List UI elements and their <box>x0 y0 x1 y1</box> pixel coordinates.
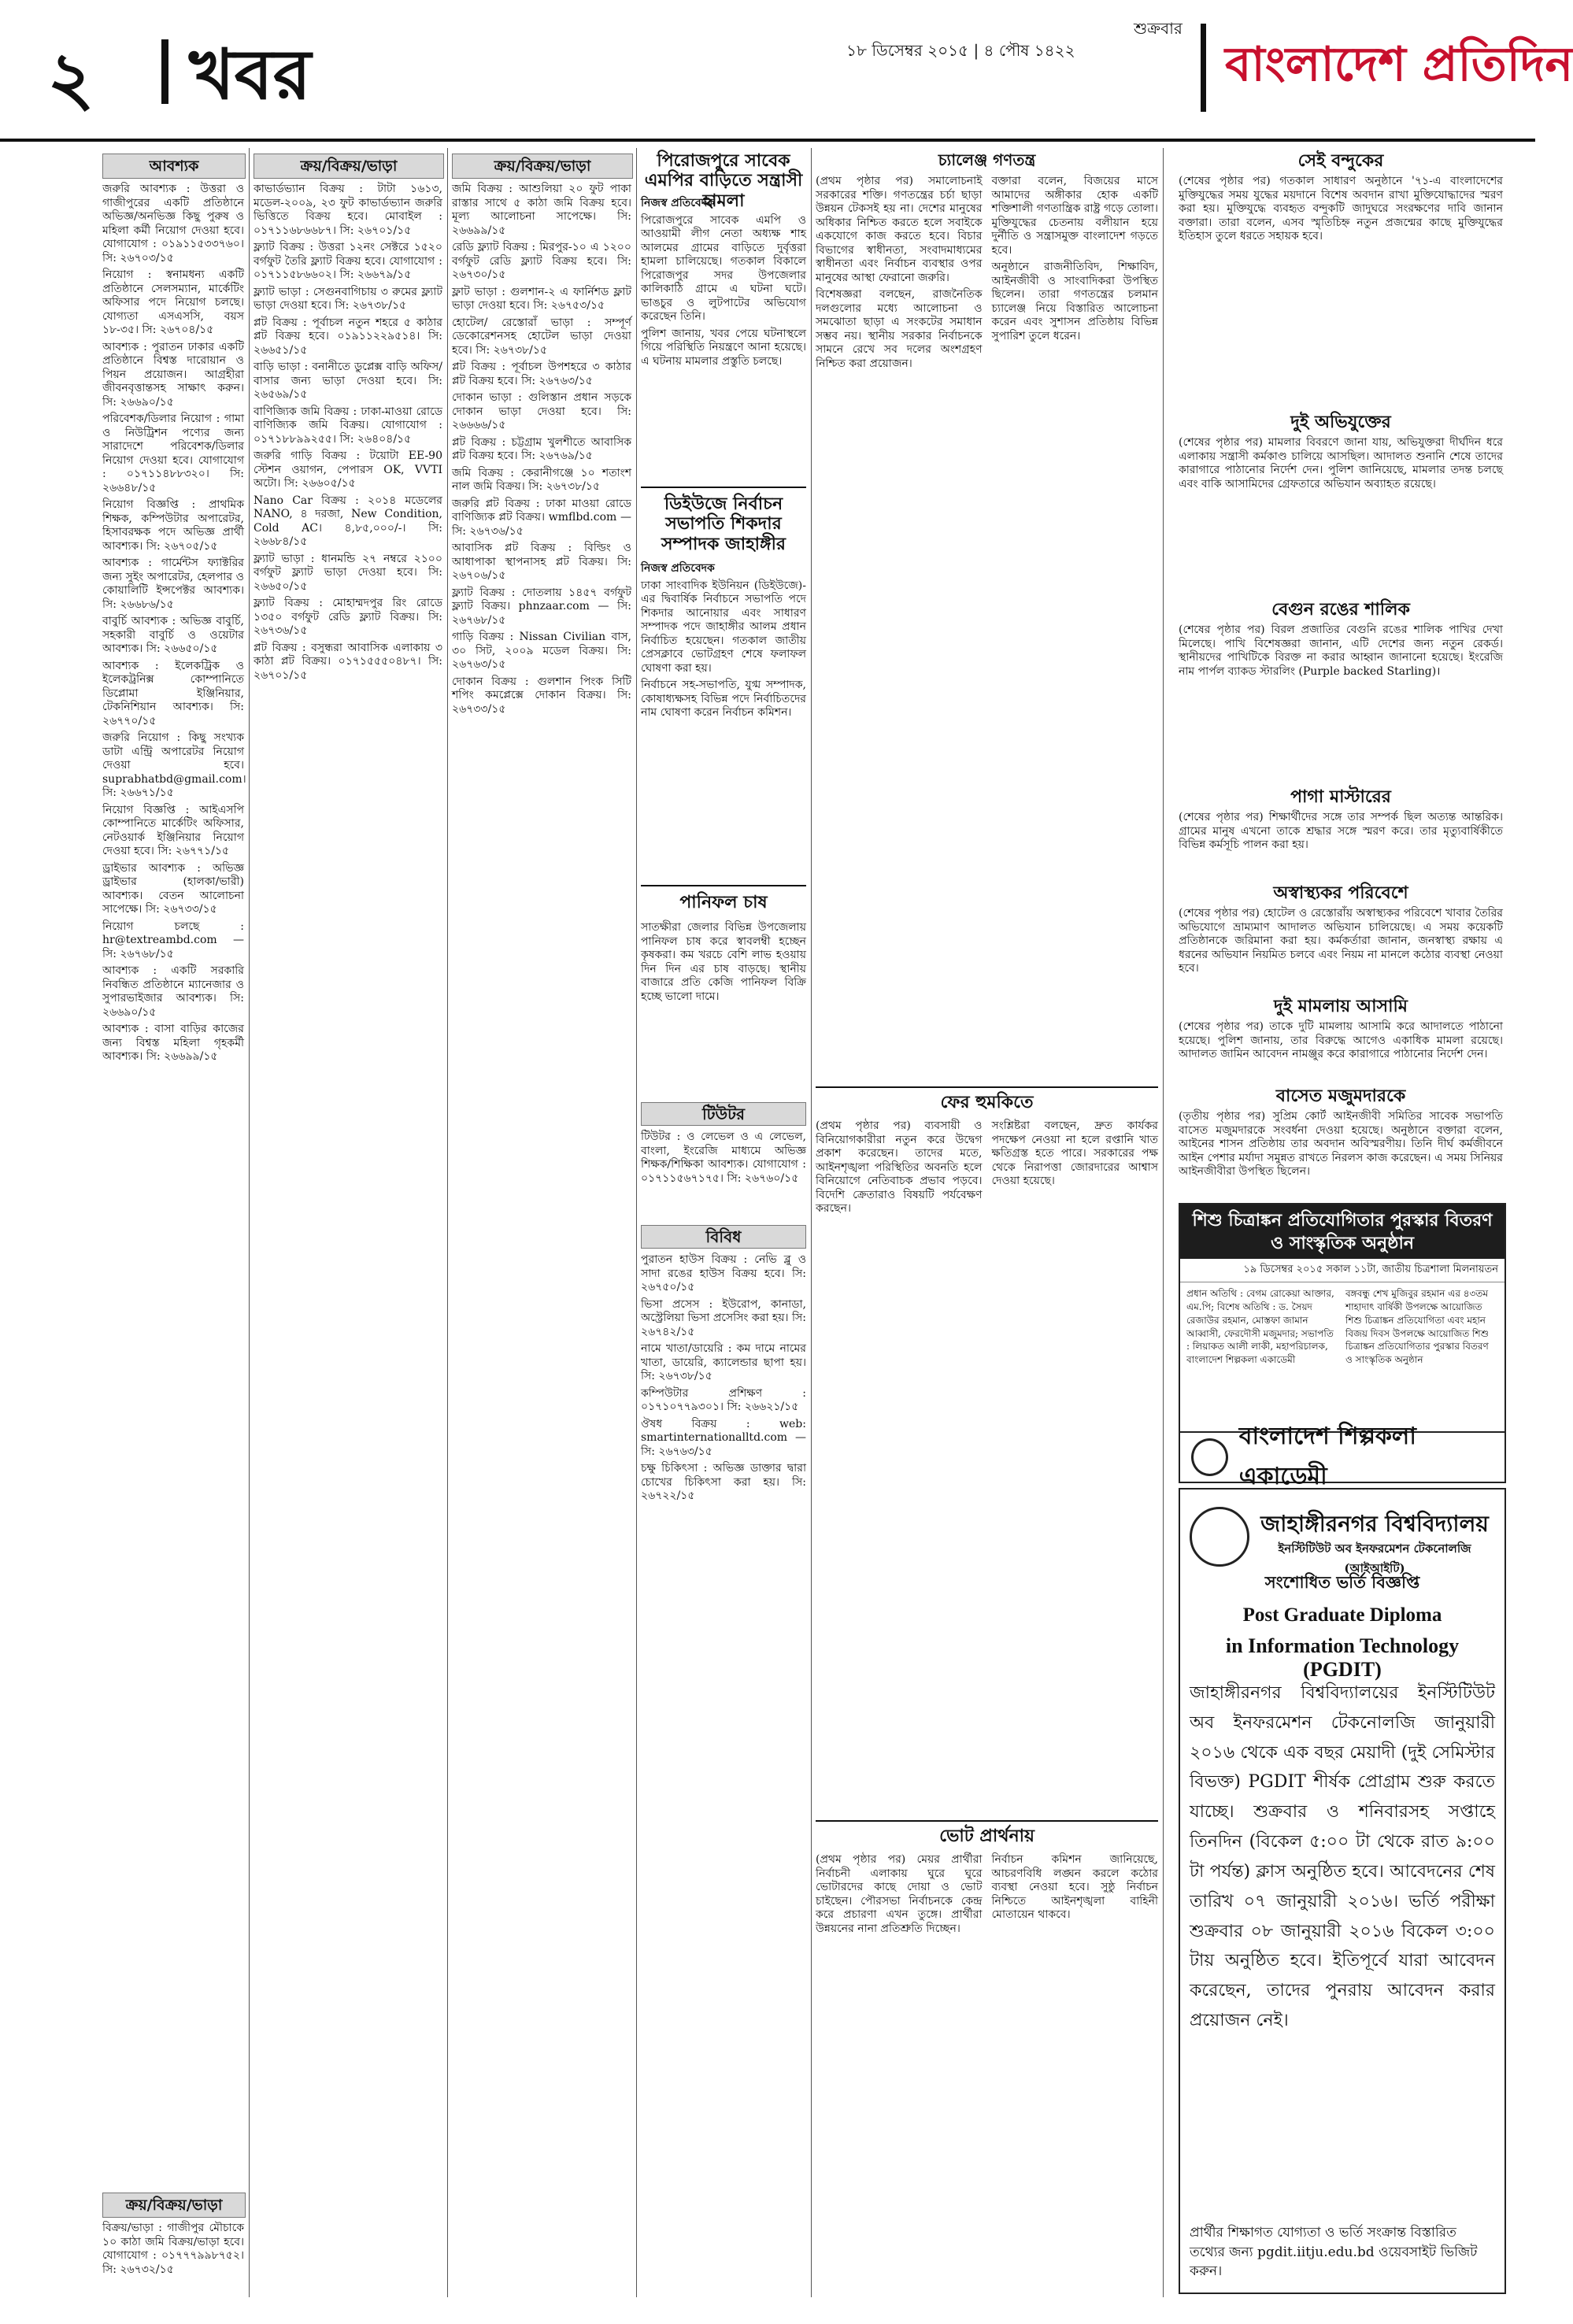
masthead-divider <box>161 39 168 104</box>
newspaper-logo: বাংলাদেশ প্রতিদিন <box>1225 37 1573 92</box>
article-headline: অস্বাস্থ্যকর পরিবেশে <box>1273 883 1408 903</box>
classified-ad: আবশ্যক : গার্মেন্টস ফ্যাক্টরির জন্য সুইং অপারেটর, হেলপার ও কোয়ালিটি ইন্সপেক্টর আবশ্যক। সি: ২৬৬৮৬/১৫ <box>102 557 244 611</box>
article-paragraph: ঢাকা সাংবাদিক ইউনিয়ন (ডিইউজে)-এর দ্বিবার্ষিক নির্বাচনে সভাপতি পদে শিকদার আনোয়ার এবং সাধারণ সম্পাদক পদে জাহাঙ্গীর আলম প্রধান নির্বাচিত হয়েছেন। গতকাল জাতীয় প্রেসক্লাবে ভোটগ্রহণ শেষে ফলাফল ঘোষণা করা হয়। <box>641 579 806 675</box>
classified-ad: দোকান ভাড়া : গুলিস্তান প্রধান সড়কে দোকান ভাড়া দেওয়া হবে। সি: ২৬৬৬৬/১৫ <box>452 391 631 431</box>
classified-column-2 <box>254 183 442 2293</box>
classified-ad: ফ্লাট ভাড়া : গুলশান-২ এ ফার্নিশড ফ্লাট ভাড়া দেওয়া হবে। সি: ২৬৭৫৩/১৫ <box>452 285 631 312</box>
classified-ad: পুরাতন হাউস বিক্রয় : নেভি ব্লু ও সাদা রঙের হাউস বিক্রয় হবে। সি: ২৬৭৫০/১৫ <box>641 1253 806 1293</box>
article-body <box>1179 907 1503 994</box>
classified-header: ক্রয়/বিক্রয়/ভাড়া <box>102 2193 246 2218</box>
article-headline: দুই অভিযুক্তের <box>1290 412 1391 432</box>
dateline-day: শুক্রবার <box>1134 19 1183 38</box>
classified-ad: বিক্রয়/ভাড়া : গাজীপুর মৌচাকে ১০ কাঠা জমি বিক্রয়/ভাড়া হবে। যোগাযোগ : ০১৭৭৭৯৯৮৭৫২। সি: ২৬৭৩২/১৫ <box>102 2222 244 2276</box>
ad-organizer: বাংলাদেশ শিল্পকলা একাডেমী <box>1238 1423 1416 1490</box>
classified-ad: ফ্ল্যাট ভাড়া : সেগুনবাগিচায় ৩ রুমের ফ্ল্যাট ভাড়া দেওয়া হবে। সি: ২৬৭৩৮/১৫ <box>254 285 442 312</box>
article-paragraph: (শেষের পৃষ্ঠার পর) বিরল প্রজাতির বেগুনি রঙের শালিক পাখির দেখা মিলেছে। পাখি বিশেষজ্ঞরা জানান, এটি দেশের জন্য নতুন রেকর্ড। স্থানীয়দের পাখিটিকে বিরক্ত না করার আহ্বান জানানো হয়েছে। ইংরেজি নাম পার্পল ব্যাকড স্টারলিং (Purple backed Starling)। <box>1179 624 1503 678</box>
article-paragraph: পুলিশ জানায়, খবর পেয়ে ঘটনাস্থলে গিয়ে পরিস্থিতি নিয়ন্ত্রণে আনা হয়েছে। এ ঘটনায় মামলার প্রস্তুতি চলছে। <box>641 327 806 368</box>
article-headline: পানিফল চাষ <box>679 892 768 912</box>
classified-column-1-bottom <box>102 2222 244 2293</box>
dateline-date: ১৮ ডিসেম্বর ২০১৫ | ৪ পৌষ ১৪২২ <box>846 41 1075 60</box>
classified-ad: নিয়োগ বিজ্ঞপ্তি : প্রাথমিক শিক্ষক, কম্পিউটার অপারেটর, হিসাবরক্ষক পদে অভিজ্ঞ প্রার্থী আবশ্যক। সি: ২৬৭০৫/১৫ <box>102 498 244 553</box>
article-divider <box>641 487 806 488</box>
article-headline: সেই বন্দুকের <box>1297 150 1384 171</box>
article-paragraph: (প্রথম পৃষ্ঠার পর) সমালোচনাই সরকারের শক্তি। গণতন্ত্রের চর্চা ছাড়া উন্নয়ন টেকসই হয় না। দেশের মানুষের অধিকার নিশ্চিত করতে হলে সবাইকে একযোগে কাজ করতে হবে। বিচার বিভাগের স্বাধীনতা, সংবাদমাধ্যমের স্বাধীনতা এবং নির্বাচন ব্যবস্থার ওপর মানুষের আস্থা ফেরানো জরুরি। <box>816 175 983 284</box>
classified-ad: প্লট বিক্রয় : বসুন্ধরা আবাসিক এলাকায় ৩ কাঠা প্লট বিক্রয়। ০১৭১৫৫৫০৪৮৭। সি: ২৬৭০১/১৫ <box>254 641 442 682</box>
column-divider <box>447 148 448 2297</box>
classified-ad: বাড়ি ভাড়া : বনানীতে ডুপ্লেক্স বাড়ি অফিস/বাসার জন্য ভাড়া দেওয়া হবে। সি: ২৬৫৬৯/১৫ <box>254 361 442 401</box>
article-paragraph: অনুষ্ঠানে রাজনীতিবিদ, শিক্ষাবিদ, আইনজীবী ও সাংবাদিকরা উপস্থিত ছিলেন। তারা গণতন্ত্রের চলমান চ্যালেঞ্জ নিয়ে বিস্তারিত আলোচনা করেন এবং সুশাসন প্রতিষ্ঠায় বিভিন্ন সুপারিশ তুলে ধরেন। <box>991 261 1158 342</box>
classified-ad: আবশ্যক : পুরাতন ঢাকার একটি প্রতিষ্ঠানে বিশ্বস্ত দারোয়ান ও পিয়ন প্রয়োজন। আগ্রহীরা জীবনবৃত্তান্তসহ সাক্ষাৎ করুন। সি: ২৬৬৯০/১৫ <box>102 340 244 409</box>
dateline <box>846 19 1183 65</box>
classified-ad: কাভার্ডভ্যান বিক্রয় : টাটা ১৬১৩, মডেল-২০০৯, ২৩ ফুট কাভার্ডভ্যান জরুরি ভিত্তিতে বিক্রয় হবে। মোবাইল : ০১৭১১৬৮৬৬৮৭। সি: ২৬৭০১/১৫ <box>254 183 442 237</box>
academy-emblem-icon <box>1191 1438 1228 1476</box>
article-headline: ভোট প্রার্থনায় <box>939 1826 1034 1846</box>
classified-ad: নামে খাতা/ডায়েরি : কম দামে নামের খাতা, ডায়েরি, ক্যালেন্ডার ছাপা হয়। সি: ২৬৭৩৮/১৫ <box>641 1342 806 1382</box>
misc-section <box>641 1253 806 2293</box>
column-divider <box>249 148 250 2297</box>
classified-column-1 <box>102 183 244 2186</box>
column-divider <box>636 148 637 2297</box>
article-body <box>641 197 806 480</box>
article-paragraph: (শেষের পৃষ্ঠার পর) গতকাল সাধারণ অনুষ্ঠানে '৭১-এ বাংলাদেশের মুক্তিযুদ্ধের সময় যুদ্ধের ময়দানে বিশেষ অবদান রাখা মুক্তিযোদ্ধাদের স্মরণ করা হয়। মুক্তিযুদ্ধে ব্যবহৃত বন্দুকটি জাদুঘরে সংরক্ষণের দাবি জানান বক্তারা। তারা বলেন, এসব স্মৃতিচিহ্ন নতুন প্রজন্মের কাছে মুক্তিযুদ্ধের ইতিহাস তুলে ধরতে সহায়ক হবে। <box>1179 175 1503 242</box>
classified-ad: বাবুর্চি আবশ্যক : অভিজ্ঞ বাবুর্চি, সহকারী বাবুর্চি ও ওয়েটার আবশ্যক। সি: ২৬৬৫০/১৫ <box>102 615 244 655</box>
classified-header: ক্রয়/বিক্রয়/ভাড়া <box>254 154 444 179</box>
admission-text: জাহাঙ্গীরনগর বিশ্ববিদ্যালয়ের ইনস্টিটিউট অব ইনফরমেশন টেকনোলজি জানুয়ারী ২০১৬ থেকে এক বছর মেয়াদী (দুই সেমিস্টার বিভক্ত) PGDIT শীর্ষক প্রোগ্রাম শুরু করতে যাচ্ছে। শুক্রবার ও শনিবারসহ সপ্তাহে তিনদিন (বিকেল ৫:০০ টা থেকে রাত ৯:০০ টা পর্যন্ত) ক্লাস অনুষ্ঠিত হবে। আবেদনের শেষ তারিখ ০৭ জানুয়ারী ২০১৬। ভর্তি পরীক্ষা শুক্রবার ০৮ জানুয়ারী ২০১৬ বিকেল ৩:০০ টায় অনুষ্ঠিত হবে। ইতিপূর্বে যারা আবেদন করেছেন, তাদের পুনরায় আবেদন করার প্রয়োজন নেই। <box>1190 1683 1495 2031</box>
program-title: Post Graduate Diploma <box>1242 1604 1442 1626</box>
classified-ad: প্লট বিক্রয় : পূর্বাচল নতুন শহরে ৫ কাঠার প্লট বিক্রয় হবে। ০১৯১১২২৯৫১৪। সি: ২৬৬৫১/১৫ <box>254 316 442 357</box>
classified-ad: নিয়োগ চলছে : hr@textreambd.com — সি: ২৬৭৬৮/১৫ <box>102 920 244 960</box>
article-divider <box>641 885 806 886</box>
ad-heading: শিশু চিত্রাঙ্কন প্রতিযোগিতার পুরস্কার বিতরণ ও সাংস্কৃতিক অনুষ্ঠান <box>1180 1205 1505 1259</box>
classified-ad: গাড়ি বিক্রয় : Nissan Civilian বাস, ৩০ সিট, ২০০৯ মডেল বিক্রয়। সি: ২৬৭৬৩/১৫ <box>452 631 631 671</box>
classified-ad: প্লট বিক্রয় : পূর্বাচল উপশহরে ৩ কাঠার প্লট বিক্রয় হবে। সি: ২৬৭৬৩/১৫ <box>452 361 631 387</box>
article-body <box>816 1853 1158 2291</box>
article-paragraph: নির্বাচনে সহ-সভাপতি, যুগ্ম সম্পাদক, কোষাধ্যক্ষসহ বিভিন্ন পদে নির্বাচিতদের নাম ঘোষণা করেন নির্বাচন কমিশন। <box>641 679 806 719</box>
article-byline: নিজস্ব প্রতিবেদক <box>641 562 715 575</box>
classified-ad: ফ্ল্যাট বিক্রয় : দোতলায় ১৪৫৭ বর্গফুট ফ্ল্যাট বিক্রয়। phnzaar.com — সি: ২৬৭৬৮/১৫ <box>452 586 631 627</box>
classified-ad: ড্রাইভার আবশ্যক : অভিজ্ঞ ড্রাইভার (হালকা/ভারী) আবশ্যক। বেতন আলোচনা সাপেক্ষে। সি: ২৬৭৩৩/১৫ <box>102 861 244 916</box>
classified-header: বিবিধ <box>641 1225 806 1249</box>
classified-ad: দোকান বিক্রয় : গুলশান পিংক সিটি শপিং কমপ্লেক্সে দোকান বিক্রয়। সি: ২৬৭৩৩/১৫ <box>452 675 631 716</box>
classified-column-3 <box>452 183 631 2293</box>
classified-ad: জরুরি আবশ্যক : উত্তরা ও গাজীপুরের একটি প্রতিষ্ঠানে অভিজ্ঞ/অনভিজ্ঞ কিছু পুরুষ ও মহিলা কর্মী নিয়োগ দেওয়া হবে। যোগাযোগ : ০১৯১১৫৩৩৭৬০। সি: ২৬৭০৩/১৫ <box>102 183 244 265</box>
article-paragraph: (শেষের পৃষ্ঠার পর) মামলার বিবরণে জানা যায়, অভিযুক্তরা দীর্ঘদিন ধরে এলাকায় সন্ত্রাসী কর্মকাণ্ড চালিয়ে আসছিল। আদালত শুনানি শেষে তাদের কারাগারে পাঠানোর নির্দেশ দেন। পুলিশ জানিয়েছে, মামলার তদন্ত চলছে এবং বাকি আসামিদের গ্রেফতারে অভিযান অব্যাহত রয়েছে। <box>1179 436 1503 490</box>
classified-ad: জরুরি গাড়ি বিক্রয় : টয়োটা EE-90 স্টেশন ওয়াগন, পেপারস OK, VVTI অটো। সি: ২৬৬০৫/১৫ <box>254 450 442 490</box>
classified-header: টিউটর <box>641 1102 806 1126</box>
article-paragraph: (প্রথম পৃষ্ঠার পর) মেয়র প্রার্থীরা নির্বাচনী এলাকায় ঘুরে ঘুরে ভোটারদের কাছে দোয়া ও ভোট চাইছেন। পৌরসভা নির্বাচনকে কেন্দ্র করে প্রচারণা এখন তুঙ্গে। প্রার্থীরা উন্নয়নের নানা প্রতিশ্রুতি দিচ্ছেন। <box>816 1853 983 1935</box>
article-paragraph: বক্তারা বলেন, বিজয়ের মাসে আমাদের অঙ্গীকার হোক একটি শক্তিশালী গণতান্ত্রিক রাষ্ট্র গড়ে তোলা। মুক্তিযুদ্ধের চেতনায় বলীয়ান হয়ে দুর্নীতি ও সন্ত্রাসমুক্ত বাংলাদেশ গড়তে হবে। <box>991 175 1158 257</box>
article-body <box>641 921 806 1094</box>
article-paragraph: (শেষের পৃষ্ঠার পর) শিক্ষার্থীদের সঙ্গে তার সম্পর্ক ছিল অত্যন্ত আন্তরিক। গ্রামের মানুষ এখনো তাকে শ্রদ্ধার সঙ্গে স্মরণ করে। তার মৃত্যুবার্ষিকীতে বিভিন্ন কর্মসূচি পালন করা হয়। <box>1179 811 1503 851</box>
article-headline: চ্যালেঞ্জ গণতন্ত্র <box>938 150 1036 169</box>
university-advertisement <box>1179 1488 1506 2294</box>
article-paragraph: (তৃতীয় পৃষ্ঠার পর) সুপ্রিম কোর্ট আইনজীবী সমিতির সাবেক সভাপতি বাসেত মজুমদারকে সংবর্ধনা দেওয়া হয়েছে। অনুষ্ঠানে বক্তারা বলেন, আইনের শাসন প্রতিষ্ঠায় তার অবদান অবিস্মরণীয়। তিনি দীর্ঘ কর্মজীবনে আইন পেশার মর্যাদা সমুন্নত রাখতে নিরলস কাজ করেছেন। এ সময় সিনিয়র আইনজীবীরা উপস্থিত ছিলেন। <box>1179 1110 1503 1178</box>
classified-ad: ফ্ল্যাট বিক্রয় : উত্তরা ১২নং সেক্টরে ১৫২০ বর্গফুট তৈরি ফ্ল্যাট বিক্রয় হবে। যোগাযোগ : ০১৭১১৫৮৬৬০২। সি: ২৬৬৭৯/১৫ <box>254 241 442 281</box>
article-headline: দুই মামলায় আসামি <box>1274 996 1408 1016</box>
masthead <box>0 0 1573 134</box>
masthead-rule <box>0 139 1535 142</box>
admission-website: প্রার্থীর শিক্ষাগত যোগ্যতা ও ভর্তি সংক্রান্ত বিস্তারিত তথ্যের জন্য pgdit.iitju.edu.bd ওয়েবসাইট ভিজিট করুন। <box>1190 2225 1478 2280</box>
classified-ad: জমি বিক্রয় : কেরানীগঞ্জে ১০ শতাংশ নাল জমি বিক্রয়। সি: ২৬৭৩৮/১৫ <box>452 466 631 493</box>
classified-ad: বাণিজ্যিক জমি বিক্রয় : ঢাকা-মাওয়া রোডে বাণিজ্যিক জমি বিক্রয়। যোগাযোগ : ০১৭১৮৮৯৯২৫৫। সি: ২৬৪০৪/১৫ <box>254 405 442 446</box>
article-body <box>816 1119 1158 1812</box>
article-paragraph: পিরোজপুরে সাবেক এমপি ও আওয়ামী লীগ নেতা অধ্যক্ষ শাহ আলমের গ্রামের বাড়িতে দুর্বৃত্তরা হামলা চালিয়েছে। গতকাল বিকালে পিরোজপুর সদর উপজেলার কালিকাঠি গ্রামে এ ঘটনা ঘটে। ভাঙচুর ও লুটপাটের অভিযোগ করেছেন তিনি। <box>641 213 806 323</box>
classified-ad: পরিবেশক/ডিলার নিয়োগ : গামা ও নিউট্রিশন পণ্যের জন্য সারাদেশে পরিবেশক/ডিলার নিয়োগ দেওয়া হবে। যোগাযোগ : ০১৭১১৪৮৮৩২০। সি: ২৬৬৪৮/১৫ <box>102 413 244 494</box>
classified-ad: জমি বিক্রয় : আশুলিয়া ২০ ফুট পাকা রাস্তার সাথে ৫ কাঠা জমি বিক্রয় হবে। মূল্য আলোচনা সাপেক্ষে। সি: ২৬৬৯৯/১৫ <box>452 183 631 237</box>
article-paragraph: (প্রথম পৃষ্ঠার পর) ব্যবসায়ী ও বিনিয়োগকারীরা নতুন করে উদ্বেগ প্রকাশ করেছেন। তাদের মতে, আইনশৃঙ্খলা পরিস্থিতির অবনতি হলে বিনিয়োগে নেতিবাচক প্রভাব পড়বে। বিদেশি ক্রেতারাও বিষয়টি পর্যবেক্ষণ করছেন। <box>816 1119 983 1215</box>
ad-guests: প্রধান অতিথি : বেগম রোকেয়া আক্তার, এম.পি; বিশেষ অতিথি : ড. সৈয়দ রেজাউর রহমান, মোস্তফা জামান আব্বাসী, ফেরদৌসী মজুমদার; সভাপতি : লিয়াকত আলী লাকী, মহাপরিচালক, বাংলাদেশ শিল্পকলা একাডেমী <box>1186 1288 1334 1366</box>
classified-ad: আবাসিক প্লট বিক্রয় : বিল্ডিং ও আধাপাকা স্থাপনাসহ প্লট বিক্রয়। সি: ২৬৭০৬/১৫ <box>452 542 631 582</box>
notice-title: সংশোধিত ভর্তি বিজ্ঞপ্তি <box>1264 1572 1420 1592</box>
classified-ad: হোটেল/ রেস্তোরাঁ ভাড়া : সম্পূর্ণ ডেকোরেশনসহ হোটেল ভাড়া দেওয়া হবে। সি: ২৬৭৩৮/১৫ <box>452 316 631 357</box>
classified-ad: ঔষধ বিক্রয় : web: smartinternationalltd.com — সি: ২৬৭৬৩/১৫ <box>641 1417 806 1458</box>
university-crest-icon <box>1190 1507 1249 1567</box>
ad-date: ১৯ ডিসেম্বর ২০১৫ সকাল ১১টা, জাতীয় চিত্রশালা মিলনায়তন <box>1180 1259 1505 1282</box>
page-number: ২ <box>47 35 94 120</box>
classified-ad: টিউটর : ও লেভেল ও এ লেভেল, বাংলা, ইংরেজি মাধ্যমে অভিজ্ঞ শিক্ষক/শিক্ষিকা আবশ্যক। যোগাযোগ : ০১৭১১৫৬৭১৭৫। সি: ২৬৭৬০/১৫ <box>641 1131 806 1185</box>
article-body <box>1179 1020 1503 1083</box>
classified-ad: Nano Car বিক্রয় : ২০১৪ মডেলের NANO, ৪ দরজা, New Condition, Cold AC। ৪,৮৫,০০০/-। সি: ২৬৬৮৪/১৫ <box>254 494 442 548</box>
classified-ad: ভিসা প্রসেস : ইউরোপ, কানাডা, অস্ট্রেলিয়া ভিসা প্রসেসিং করা হয়। সি: ২৬৭৪২/১৫ <box>641 1297 806 1338</box>
institute-name: ইনস্টিটিউট অব ইনফরমেশন টেকনোলজি (আইআইটি) <box>1278 1541 1471 1575</box>
column-divider <box>1163 148 1164 2297</box>
classified-ad: প্লট বিক্রয় : চট্টগ্রাম খুলশীতে আবাসিক প্লট বিক্রয় হবে। সি: ২৬৭৬৯/১৫ <box>452 435 631 462</box>
article-body <box>1179 811 1503 882</box>
classified-ad: আবশ্যক : একটি সরকারি নিবন্ধিত প্রতিষ্ঠানে ম্যানেজার ও সুপারভাইজার আবশ্যক। সি: ২৬৬৯০/১৫ <box>102 964 244 1019</box>
article-body <box>1179 436 1503 594</box>
article-divider <box>816 1820 1158 1822</box>
article-body <box>1179 624 1503 781</box>
article-paragraph: (শেষের পৃষ্ঠার পর) হোটেল ও রেস্তোরাঁয় অস্বাস্থ্যকর পরিবেশে খাবার তৈরির অভিযোগে ভ্রাম্যমাণ আদালত অভিযান চালিয়েছে। এ সময় কয়েকটি প্রতিষ্ঠানকে জরিমানা করা হয়। কর্মকর্তারা জানান, জনস্বাস্থ্য রক্ষায় এ ধরনের অভিযান নিয়মিত চলবে এবং নিয়ম না মানলে কঠোর ব্যবস্থা নেওয়া হবে। <box>1179 907 1503 975</box>
classified-ad: জরুরি প্লট বিক্রয় : ঢাকা মাওয়া রোডে বাণিজ্যিক প্লট বিক্রয়। wmflbd.com — সি: ২৬৭৩৬/১৫ <box>452 497 631 538</box>
article-headline: বেগুন রঙের শালিক <box>1271 599 1410 620</box>
article-body <box>816 175 1158 1080</box>
tutor-section <box>641 1131 806 1217</box>
classified-header: আবশ্যক <box>102 154 246 179</box>
masthead-divider <box>1201 24 1206 112</box>
classified-ad: আবশ্যক : ইলেকট্রিক ও ইলেকট্রনিক্স কোম্পানিতে ডিপ্লোমা ইঞ্জিনিয়ার, টেকনিশিয়ান আবশ্যক। সি: ২৬৭৭০/১৫ <box>102 659 244 727</box>
article-divider <box>816 1086 1158 1088</box>
classified-ad: চক্ষু চিকিৎসা : অভিজ্ঞ ডাক্তার দ্বারা চোখের চিকিৎসা করা হয়। সি: ২৬৭২২/১৫ <box>641 1462 806 1502</box>
column-divider <box>811 148 812 2297</box>
classified-ad: রেডি ফ্ল্যাট বিক্রয় : মিরপুর-১০ এ ১২০০ বর্গফুট রেডি ফ্ল্যাট বিক্রয় হবে। সি: ২৬৭৩০/১৫ <box>452 241 631 281</box>
article-body <box>1179 175 1503 411</box>
article-paragraph: সাতক্ষীরা জেলার বিভিন্ন উপজেলায় পানিফল চাষ করে স্বাবলম্বী হচ্ছেন কৃষকরা। কম খরচে বেশি লাভ হওয়ায় দিন দিন এর চাষ বাড়ছে। স্থানীয় বাজারে প্রতি কেজি পানিফল বিক্রি হচ্ছে ভালো দামে। <box>641 921 806 1003</box>
article-paragraph: বিশেষজ্ঞরা বলছেন, রাজনৈতিক দলগুলোর মধ্যে আলোচনা ও সমঝোতা ছাড়া এ সংকটের সমাধান সম্ভব নয়। স্থানীয় সরকার নির্বাচনকে সামনে রেখে সব দলের অংশগ্রহণ নিশ্চিত করা প্রয়োজন। <box>816 288 983 370</box>
university-name: জাহাঙ্গীরনগর বিশ্ববিদ্যালয় <box>1260 1511 1489 1537</box>
classified-ad: জরুরি নিয়োগ : কিছু সংখ্যক ডাটা এন্ট্রি অপারেটর নিয়োগ দেওয়া হবে। suprabhatbd@gmail.com। সি: ২৬৬৭১/১৫ <box>102 731 246 799</box>
classified-ad: আবশ্যক : বাসা বাড়ির কাজের জন্য বিশ্বস্ত মহিলা গৃহকর্মী আবশ্যক। সি: ২৬৬৯৯/১৫ <box>102 1023 244 1063</box>
article-headline: ডিইউজে নির্বাচন সভাপতি শিকদার সম্পাদক জাহাঙ্গীর <box>661 494 786 554</box>
article-byline: নিজস্ব প্রতিবেদক <box>641 197 715 209</box>
article-headline: ফের হুমকিতে <box>940 1092 1034 1112</box>
article-paragraph: নির্বাচন কমিশন জানিয়েছে, আচরণবিধি লঙ্ঘন করলে কঠোর ব্যবস্থা নেওয়া হবে। সুষ্ঠু নির্বাচন নিশ্চিতে আইনশৃঙ্খলা বাহিনী মোতায়েন থাকবে। <box>991 1853 1158 1921</box>
article-paragraph: সংশ্লিষ্টরা বলছেন, দ্রুত কার্যকর পদক্ষেপ নেওয়া না হলে রপ্তানি খাত ক্ষতিগ্রস্ত হতে পারে। সরকারের পক্ষ থেকে নিরাপত্তা জোরদারের আশ্বাস দেওয়া হয়েছে। <box>991 1119 1158 1187</box>
classified-ad: কম্পিউটার প্রশিক্ষণ : ০১৭১০৭৭৯৩০১। সি: ২৬৬২১/১৫ <box>641 1386 806 1413</box>
section-title: খবর <box>189 33 312 115</box>
classified-ad: ফ্ল্যাট বিক্রয় : মোহাম্মদপুর রিং রোডে ১৩৫০ বর্গফুট রেডি ফ্ল্যাট বিক্রয়। সি: ২৬৭৩৬/১৫ <box>254 597 442 637</box>
article-headline: পিরোজপুরে সাবেক এমপির বাড়িতে সন্ত্রাসী হামলা <box>644 150 803 211</box>
article-headline: পাগা মাস্টারের <box>1290 786 1391 807</box>
article-headline: বাসেত মজুমদারকে <box>1275 1086 1406 1106</box>
article-paragraph: (শেষের পৃষ্ঠার পর) তাকে দুটি মামলায় আসামি করে আদালতে পাঠানো হয়েছে। পুলিশ জানায়, তার বিরুদ্ধে আগেও একাধিক মামলা রয়েছে। আদালত জামিন আবেদন নামঞ্জুর করে কারাগারে পাঠানোর নির্দেশ দেন। <box>1179 1020 1503 1060</box>
academy-advertisement <box>1179 1203 1506 1490</box>
program-subtitle: in Information Technology (PGDIT) <box>1225 1634 1460 1681</box>
article-body <box>1179 1110 1503 1198</box>
classified-ad: নিয়োগ বিজ্ঞপ্তি : আইএসপি কোম্পানিতে মার্কেটিং অফিসার, নেটওয়ার্ক ইঞ্জিনিয়ার নিয়োগ দেওয়া হবে। সি: ২৬৭৭১/১৫ <box>102 803 244 857</box>
classified-ad: নিয়োগ : স্বনামধন্য একটি প্রতিষ্ঠানে সেলসম্যান, মার্কেটিং অফিসার পদে নিয়োগ চলছে। যোগ্যতা এসএসসি, বয়স ১৮-৩৫। সি: ২৬৭০৪/১৫ <box>102 268 244 336</box>
article-body <box>641 562 806 877</box>
classified-header: ক্রয়/বিক্রয়/ভাড়া <box>452 154 633 179</box>
ad-occasion: বঙ্গবন্ধু শেখ মুজিবুর রহমান এর ৪৩তম শাহাদাৎ বার্ষিকী উপলক্ষে আয়োজিত শিশু চিত্রাঙ্কন প্রতিযোগিতা এবং মহান বিজয় দিবস উপলক্ষে আয়োজিত শিশু চিত্রাঙ্কন প্রতিযোগিতার পুরস্কার বিতরণ ও সাংস্কৃতিক অনুষ্ঠান <box>1345 1288 1489 1366</box>
classified-ad: ফ্ল্যাট ভাড়া : ধানমন্ডি ২৭ নম্বরে ২১০০ বর্গফুট ফ্ল্যাট ভাড়া দেওয়া হবে। সি: ২৬৬৫০/১৫ <box>254 552 442 593</box>
